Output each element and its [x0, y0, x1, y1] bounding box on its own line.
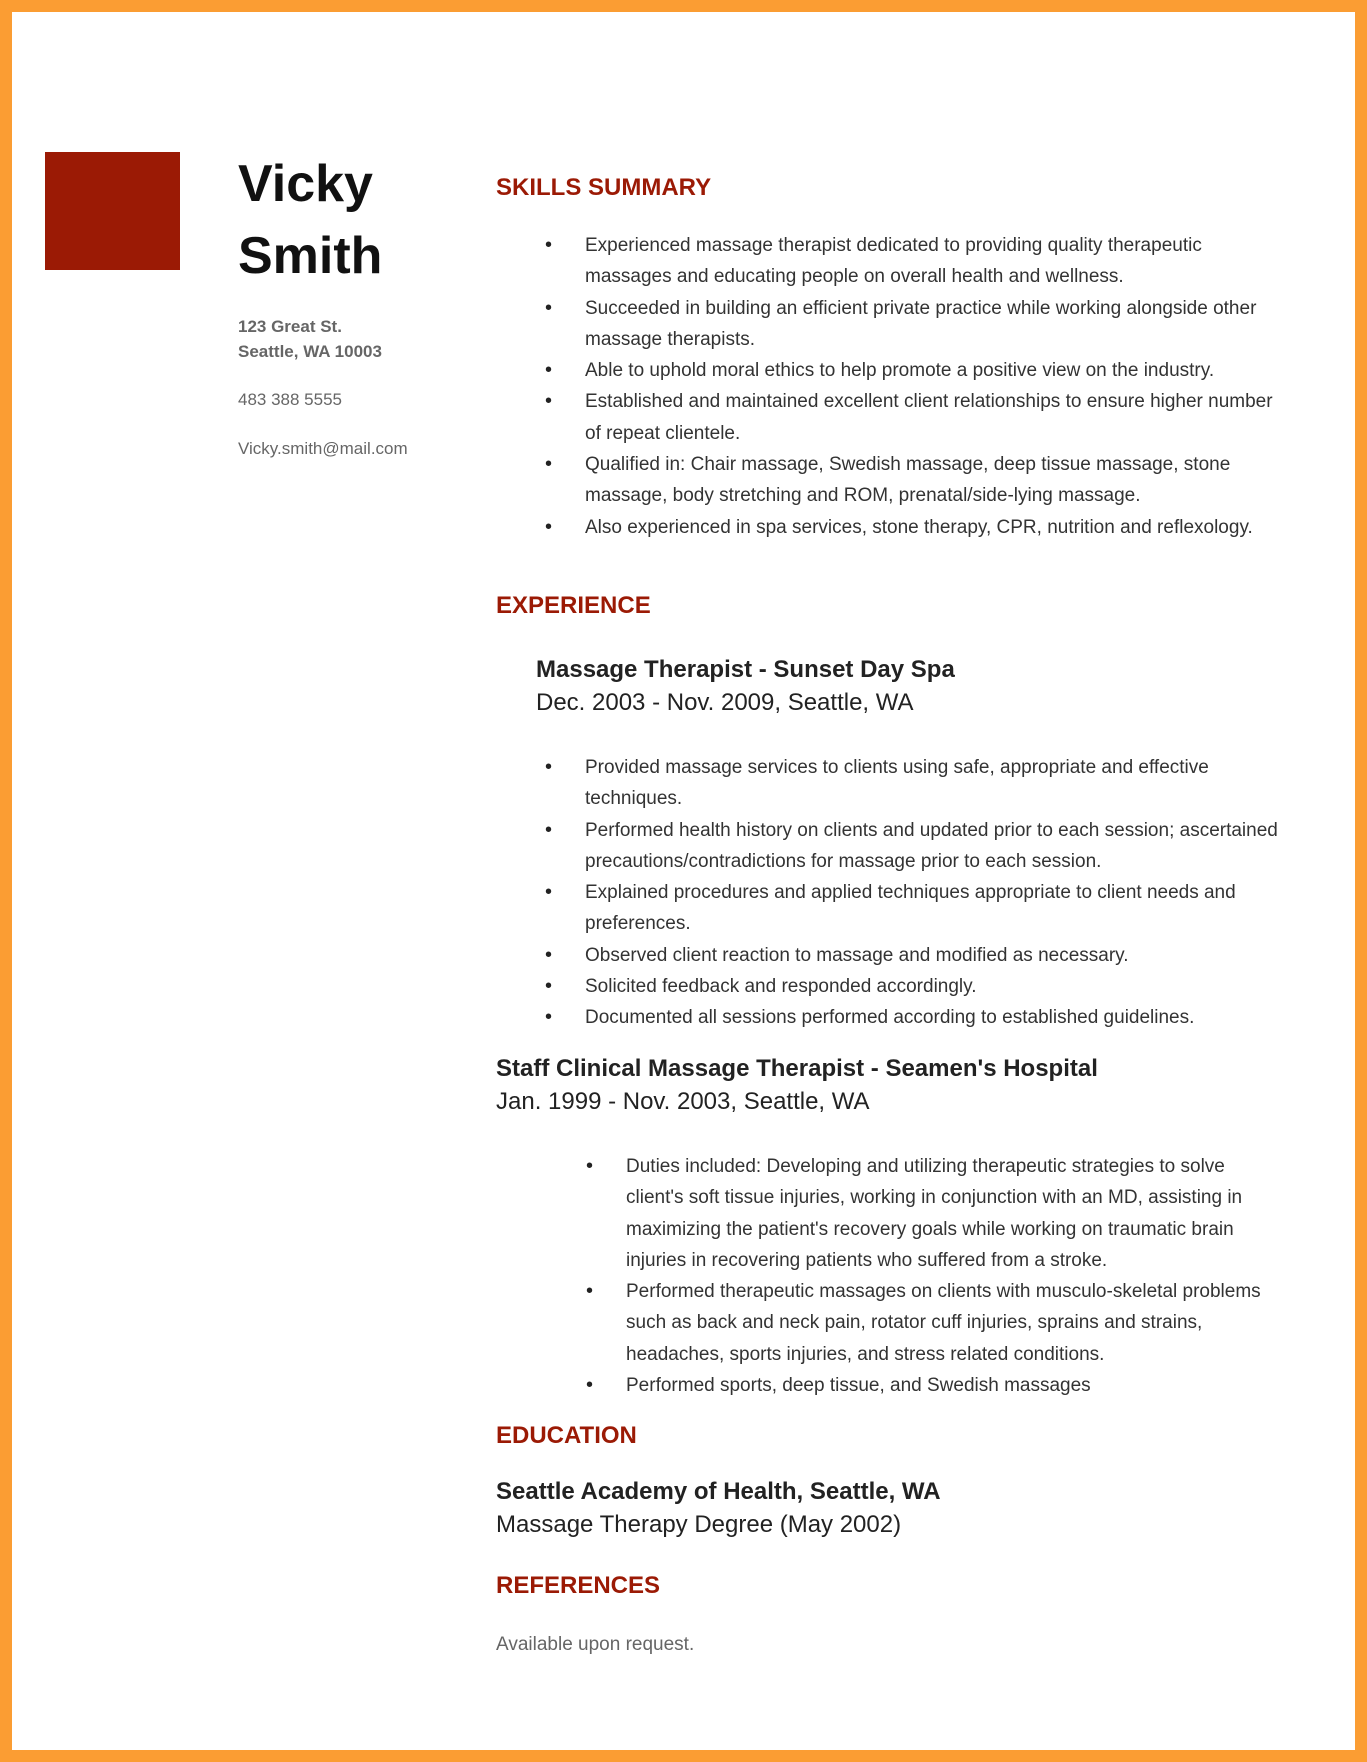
- email-address: Vicky.smith@mail.com: [238, 439, 408, 458]
- job-title: Staff Clinical Massage Therapist - Seamen's Hospital: [496, 1055, 1098, 1082]
- list-item: • Able to uphold moral ethics to help promote a positive view on the industry.: [585, 355, 1285, 386]
- list-item: • Solicited feedback and responded accordingly.: [585, 971, 1285, 1002]
- job-title: Massage Therapist - Sunset Day Spa: [536, 656, 955, 683]
- job-meta: Dec. 2003 - Nov. 2009, Seattle, WA: [536, 689, 914, 716]
- address-line1: 123 Great St.: [238, 317, 342, 336]
- job-meta: Jan. 1999 - Nov. 2003, Seattle, WA: [496, 1088, 870, 1115]
- education-heading: EDUCATION: [496, 1422, 637, 1449]
- list-item: • Performed health history on clients and updated prior to each session; ascertained precautions/contradictions for massage prior to each session.: [585, 815, 1285, 878]
- list-item: • Qualified in: Chair massage, Swedish massage, deep tissue massage, stone massage, body stretching and ROM, prenatal/side-lying massage.: [585, 449, 1285, 512]
- school-name: Seattle Academy of Health, Seattle, WA: [496, 1478, 941, 1505]
- job-duties-list: [626, 1151, 1276, 1401]
- skills-list: [585, 230, 1285, 543]
- list-item: • Documented all sessions performed according to established guidelines.: [585, 1002, 1285, 1033]
- experience-heading: EXPERIENCE: [496, 592, 651, 619]
- list-item: • Established and maintained excellent client relationships to ensure higher number of repeat clientele.: [585, 386, 1285, 449]
- address-line2: Seattle, WA 10003: [238, 342, 382, 361]
- phone-number: 483 388 5555: [238, 390, 342, 409]
- list-item: • Experienced massage therapist dedicated to providing quality therapeutic massages and educating people on overall health and wellness.: [585, 230, 1285, 293]
- list-item: • Explained procedures and applied techniques appropriate to client needs and preferences.: [585, 877, 1285, 940]
- list-item: • Performed sports, deep tissue, and Swedish massages: [626, 1370, 1276, 1401]
- list-item: • Succeeded in building an efficient private practice while working alongside other massage therapists.: [585, 293, 1285, 356]
- accent-block: [45, 152, 180, 270]
- list-item: • Provided massage services to clients using safe, appropriate and effective techniques.: [585, 752, 1285, 815]
- references-heading: REFERENCES: [496, 1572, 661, 1599]
- list-item: • Performed therapeutic massages on clients with musculo-skeletal problems such as back and neck pain, rotator cuff injuries, sprains and strains, headaches, sports injuries, and stress related conditions.: [626, 1276, 1276, 1370]
- candidate-name: [238, 148, 382, 292]
- references-text: Available upon request.: [496, 1634, 695, 1655]
- first-name: Vicky: [238, 155, 373, 213]
- last-name: Smith: [238, 227, 383, 285]
- skills-heading: SKILLS SUMMARY: [496, 174, 712, 201]
- address: [238, 314, 382, 364]
- list-item: • Observed client reaction to massage and modified as necessary.: [585, 940, 1285, 971]
- list-item: • Also experienced in spa services, stone therapy, CPR, nutrition and reflexology.: [585, 512, 1285, 543]
- degree: Massage Therapy Degree (May 2002): [496, 1511, 902, 1538]
- list-item: • Duties included: Developing and utilizing therapeutic strategies to solve client's soft tissue injuries, working in conjunction with an MD, assisting in maximizing the patient's recovery goals while working on traumatic brain injuries in recovering patients who suffered from a stroke.: [626, 1151, 1276, 1276]
- job-duties-list: [585, 752, 1285, 1034]
